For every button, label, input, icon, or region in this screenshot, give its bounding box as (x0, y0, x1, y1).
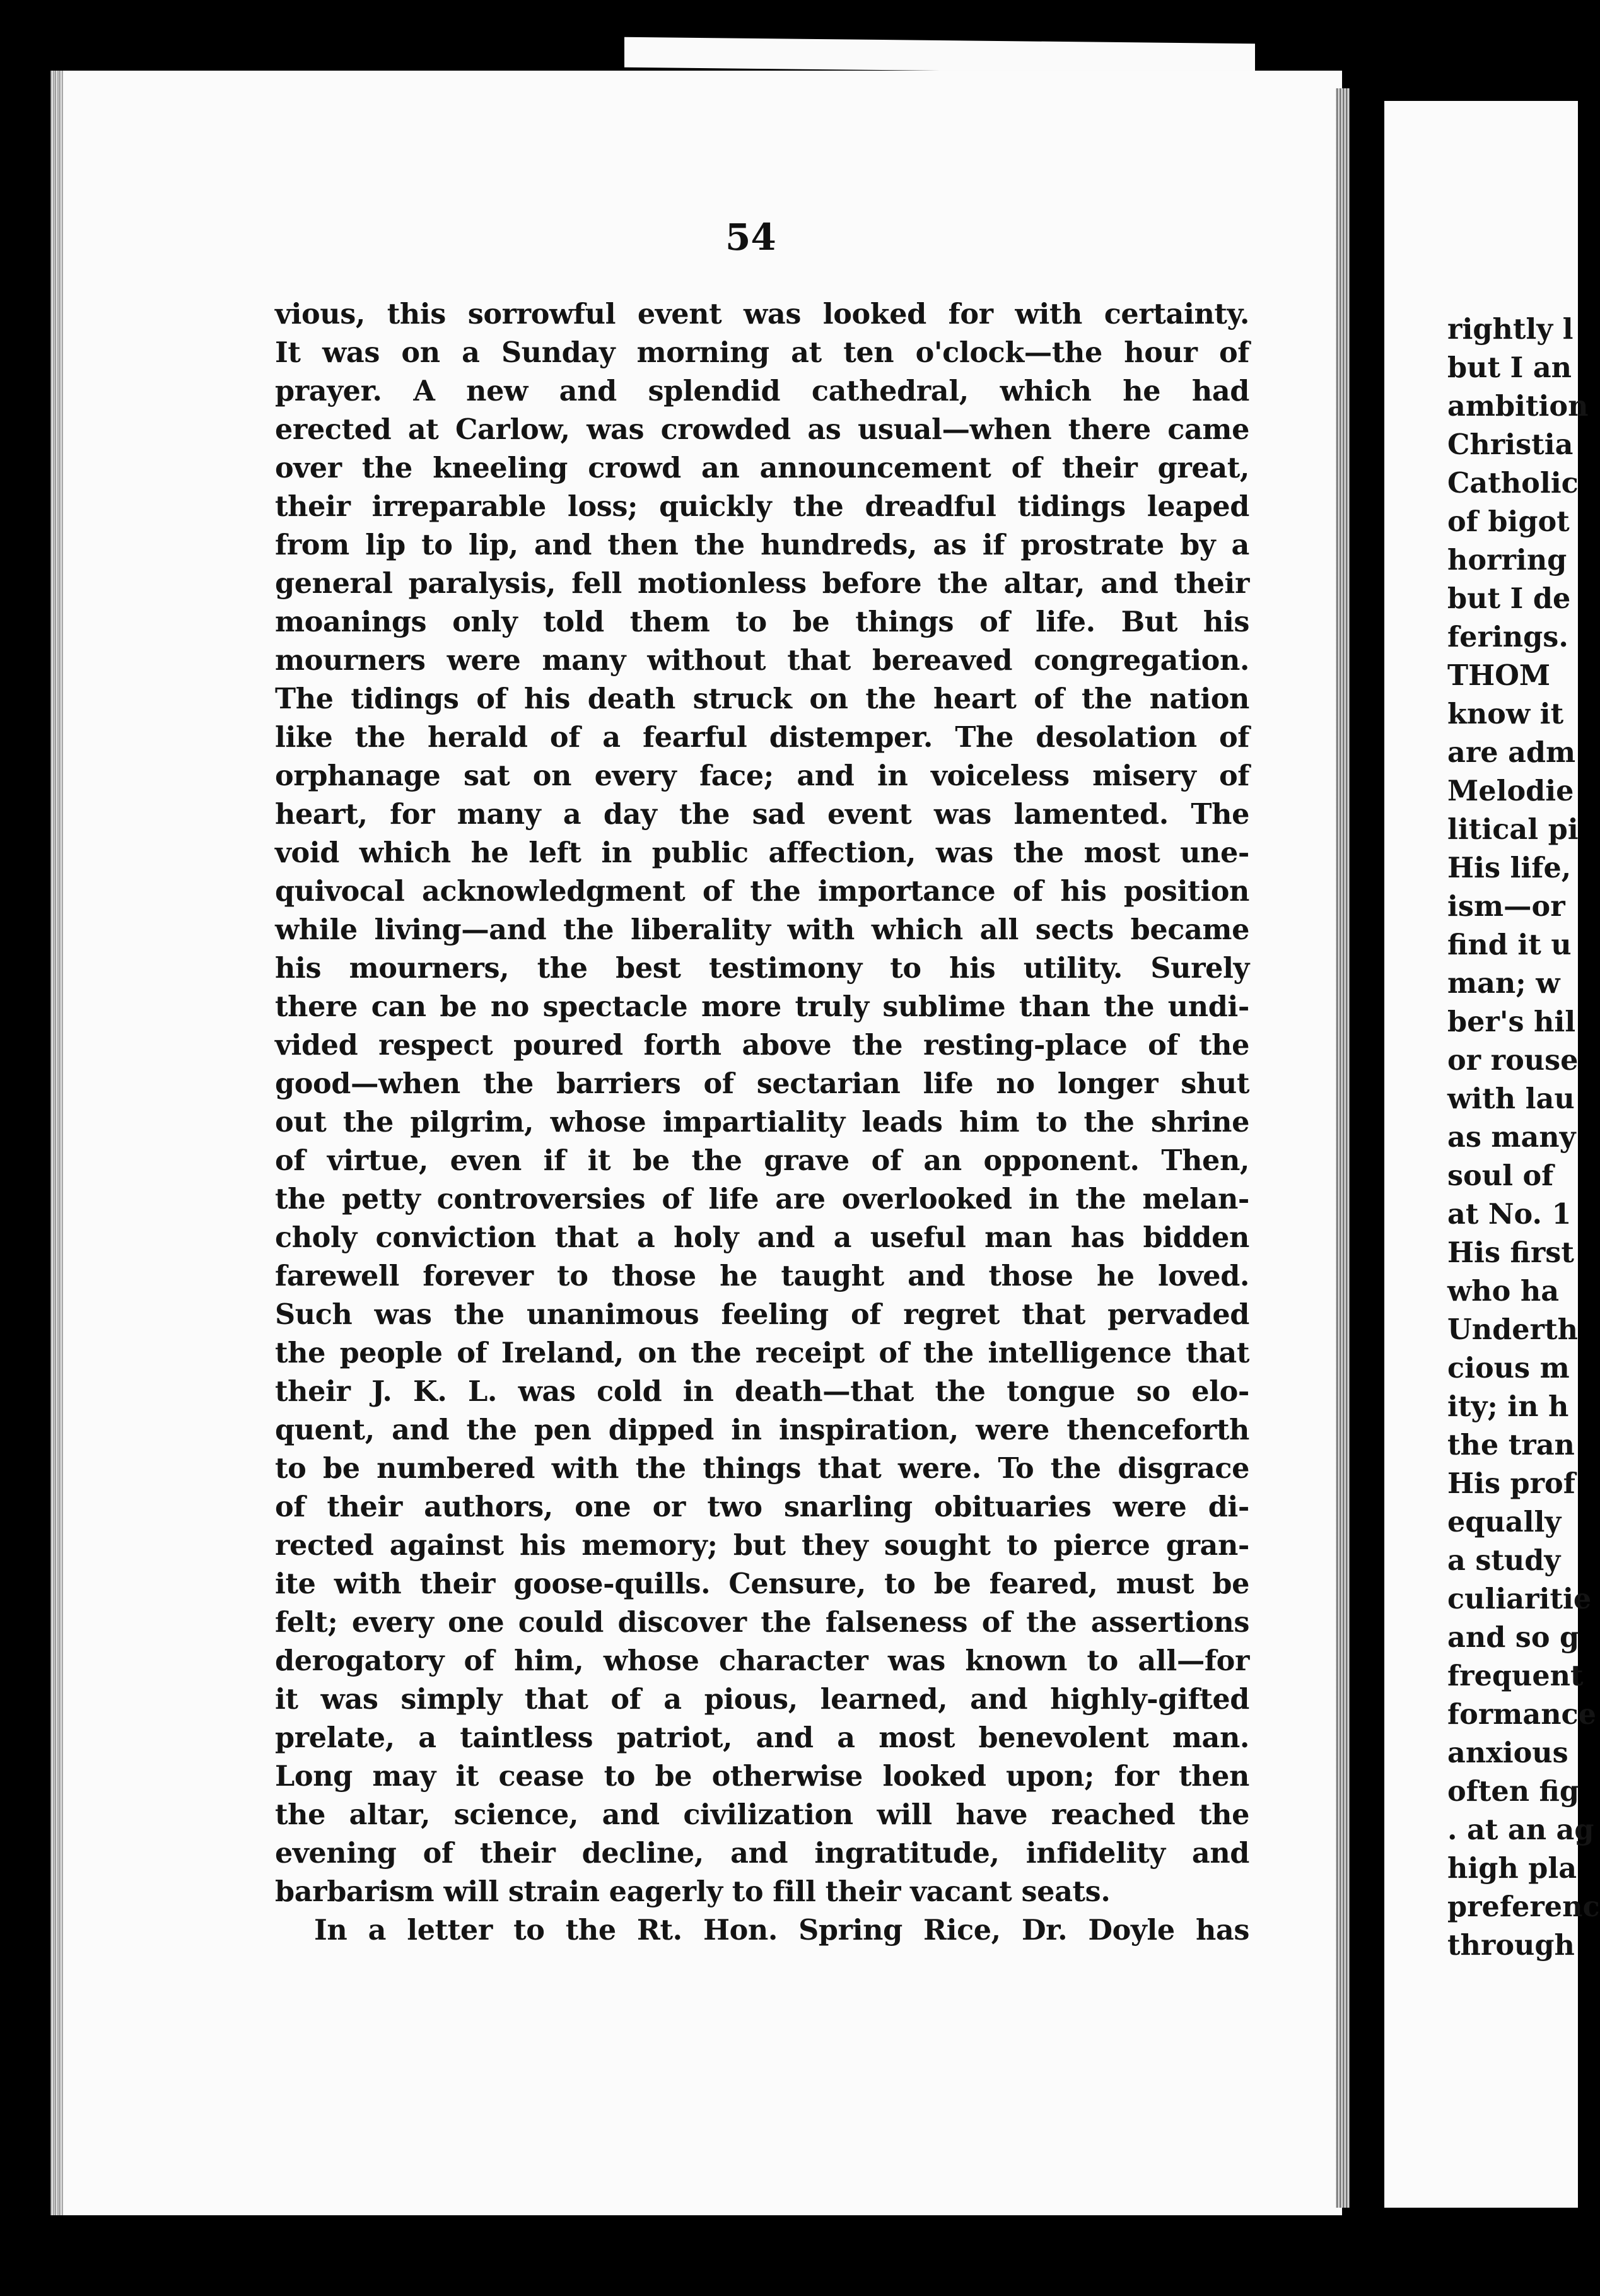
text-line: . at an ag (1447, 1813, 1594, 1846)
text-line: or rouse (1447, 1044, 1579, 1077)
text-line: it was simply that of a pious, learned, and highly-gifted (275, 1683, 1249, 1716)
text-line: quivocal acknowledgment of the importance of his position (275, 875, 1249, 908)
text-line: In a letter to the Rt. Hon. Spring Rice, Dr. Doyle has (314, 1914, 1249, 1947)
text-line: to be numbered with the things that were. To the disgrace (275, 1452, 1249, 1485)
text-line: orphanage sat on every face; and in voiceless misery of (275, 759, 1249, 792)
text-line: with lau (1447, 1082, 1575, 1115)
text-line: who ha (1447, 1275, 1560, 1308)
text-line: Such was the unanimous feeling of regret that pervaded (275, 1298, 1249, 1331)
text-line: find it u (1447, 928, 1572, 961)
text-line: Long may it cease to be otherwise looked upon; for then (275, 1760, 1249, 1793)
text-line: the altar, science, and civilization will have reached the (275, 1798, 1249, 1831)
text-line: Christia (1447, 428, 1574, 461)
text-line: high pla (1447, 1852, 1577, 1885)
left-page-edge (50, 71, 63, 2215)
text-line: over the kneeling crowd an announcement of their great, (275, 452, 1249, 484)
text-line: His prof (1447, 1467, 1575, 1500)
text-line: and so g (1447, 1621, 1580, 1654)
text-line: preferenc (1447, 1890, 1600, 1923)
text-line: but I de (1447, 582, 1571, 615)
text-line: like the herald of a fearful distemper. The desolation of (275, 721, 1249, 754)
text-line: often fig (1447, 1775, 1580, 1808)
left-page-body-text (275, 295, 1249, 1950)
text-line: heart, for many a day the sad event was lamented. The (275, 798, 1249, 831)
text-line: their J. K. L. was cold in death—that the tongue so elo- (275, 1375, 1249, 1408)
text-line: of bigot (1447, 505, 1570, 538)
text-line: evening of their decline, and ingratitude, infidelity and (275, 1837, 1249, 1870)
text-line: ambition (1447, 390, 1589, 423)
text-line: general paralysis, fell motionless before the altar, and their (275, 567, 1249, 600)
text-line: frequent (1447, 1660, 1584, 1692)
text-line: there can be no spectacle more truly sublime than the undi- (275, 990, 1249, 1023)
text-line: ite with their goose-quills. Censure, to be feared, must be (275, 1567, 1249, 1600)
text-line: while living—and the liberality with which all sects became (275, 913, 1249, 946)
text-line: quent, and the pen dipped in inspiration, were thenceforth (275, 1414, 1249, 1446)
text-line: from lip to lip, and then the hundreds, as if prostrate by a (275, 529, 1249, 561)
text-line: as many (1447, 1121, 1576, 1154)
text-line: the tran (1447, 1429, 1575, 1461)
text-line: good—when the barriers of sectarian life no longer shut (275, 1067, 1249, 1100)
text-line: rightly l (1447, 313, 1574, 346)
text-line: their irreparable loss; quickly the dreadful tidings leaped (275, 490, 1249, 523)
text-line: soul of (1447, 1159, 1554, 1192)
text-line: Melodie (1447, 775, 1574, 807)
text-line: THOM (1447, 659, 1551, 692)
text-line: erected at Carlow, was crowded as usual—when there came (275, 413, 1249, 446)
book-gutter (1350, 76, 1387, 2220)
text-line: ity; in h (1447, 1390, 1569, 1423)
text-line: horring (1447, 544, 1567, 577)
text-line: felt; every one could discover the falseness of the assertions (275, 1606, 1249, 1639)
text-line: rected against his memory; but they sought to pierce gran- (275, 1529, 1249, 1562)
text-line: through (1447, 1929, 1575, 1962)
text-line: choly conviction that a holy and a useful man has bidden (275, 1221, 1249, 1254)
text-line: derogatory of him, whose character was known to all—for (275, 1644, 1249, 1677)
text-line: void which he left in public affection, was the most une- (275, 836, 1249, 869)
text-line: culiaritie (1447, 1583, 1592, 1615)
text-line: ber's hil (1447, 1005, 1576, 1038)
text-line: litical pi (1447, 813, 1579, 846)
text-line: farewell forever to those he taught and those he loved. (275, 1260, 1249, 1292)
text-line: It was on a Sunday morning at ten o'clock—the hour of (275, 336, 1249, 369)
text-line: mourners were many without that bereaved congregation. (275, 644, 1249, 677)
text-line: ferings. (1447, 621, 1568, 653)
text-line: Catholic (1447, 467, 1579, 500)
text-line: formance (1447, 1698, 1596, 1731)
text-line: His first (1447, 1236, 1574, 1269)
text-line: but I an (1447, 351, 1572, 384)
page-top-strip (624, 37, 1255, 74)
text-line: equally (1447, 1506, 1562, 1538)
text-line: man; w (1447, 967, 1560, 1000)
text-line: are adm (1447, 736, 1576, 769)
text-line: ism—or (1447, 890, 1565, 923)
text-line: cious m (1447, 1352, 1570, 1385)
text-line: Underth (1447, 1313, 1578, 1346)
text-line: The tidings of his death struck on the heart of the nation (275, 682, 1249, 715)
text-line: barbarism will strain eagerly to fill their vacant seats. (275, 1875, 1111, 1908)
text-line: know it (1447, 698, 1564, 730)
text-line: his mourners, the best testimony to his utility. Surely (275, 952, 1249, 985)
text-line: moanings only told them to be things of life. But his (275, 606, 1249, 638)
text-line: prelate, a taintless patriot, and a most benevolent man. (275, 1721, 1249, 1754)
page-number: 54 (725, 216, 776, 259)
text-line: at No. 1 (1447, 1198, 1572, 1231)
text-line: a study (1447, 1544, 1561, 1577)
text-line: the people of Ireland, on the receipt of the intelligence that (275, 1337, 1249, 1369)
text-line: prayer. A new and splendid cathedral, which he had (275, 375, 1249, 407)
text-line: His life, (1447, 852, 1572, 884)
right-page-body-text (1447, 310, 1600, 1965)
right-page-edge (1336, 88, 1350, 2208)
text-line: vided respect poured forth above the resting-place of the (275, 1029, 1249, 1062)
text-line: of virtue, even if it be the grave of an opponent. Then, (275, 1144, 1249, 1177)
text-line: vious, this sorrowful event was looked for with certainty. (275, 298, 1249, 331)
text-line: the petty controversies of life are overlooked in the melan- (275, 1183, 1249, 1215)
text-line: out the pilgrim, whose impartiality leads him to the shrine (275, 1106, 1249, 1139)
text-line: of their authors, one or two snarling obituaries were di- (275, 1491, 1249, 1523)
text-line: anxious (1447, 1737, 1568, 1769)
